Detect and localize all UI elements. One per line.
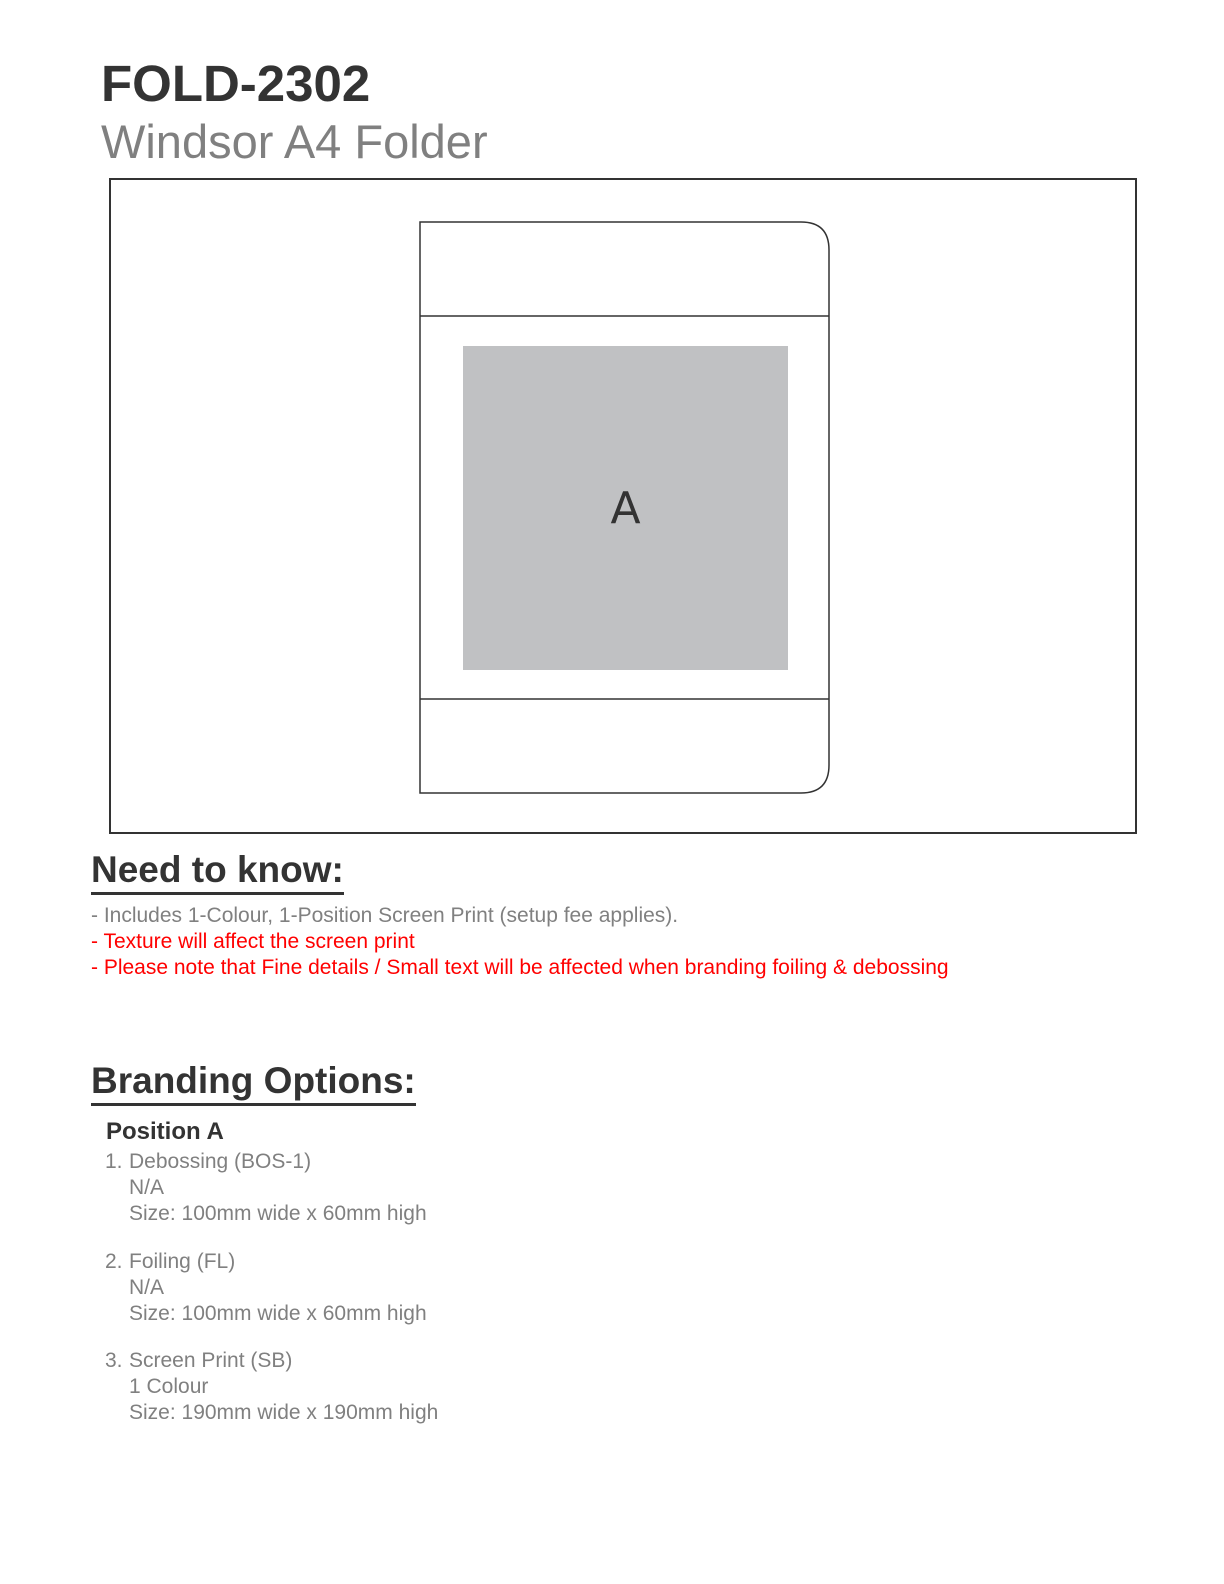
folder-drawing (111, 180, 1135, 832)
position-a-label: A (610, 483, 641, 534)
need-to-know-heading: Need to know: (91, 851, 344, 895)
option-size: Size: 100mm wide x 60mm high (129, 1202, 427, 1225)
position-a-title: Position A (106, 1118, 224, 1145)
option-size: Size: 190mm wide x 190mm high (129, 1401, 439, 1424)
option-method: Debossing (BOS-1) (129, 1150, 312, 1173)
option-method: Foiling (FL) (129, 1250, 236, 1273)
branding-options-heading: Branding Options: (91, 1062, 416, 1106)
note-texture-warning: - Texture will affect the screen print (91, 930, 415, 953)
option-colours: 1 Colour (129, 1375, 209, 1398)
product-code: FOLD-2302 (101, 55, 371, 112)
option-number: 2. (105, 1250, 123, 1273)
option-number: 3. (105, 1349, 123, 1372)
option-colours: N/A (129, 1176, 165, 1199)
option-colours: N/A (129, 1276, 165, 1299)
branding-option-foiling (105, 1249, 427, 1327)
option-size: Size: 100mm wide x 60mm high (129, 1302, 427, 1325)
branding-option-debossing (105, 1149, 427, 1227)
product-drawing-frame (109, 178, 1137, 834)
note-setup-fee: - Includes 1-Colour, 1-Position Screen Print (setup fee applies). (91, 904, 679, 927)
branding-option-screen-print (105, 1348, 438, 1426)
product-name: Windsor A4 Folder (101, 115, 488, 168)
note-fine-details-warning: - Please note that Fine details / Small text will be affected when branding foiling & debossing (91, 956, 949, 979)
option-method: Screen Print (SB) (129, 1349, 293, 1372)
option-number: 1. (105, 1150, 123, 1173)
